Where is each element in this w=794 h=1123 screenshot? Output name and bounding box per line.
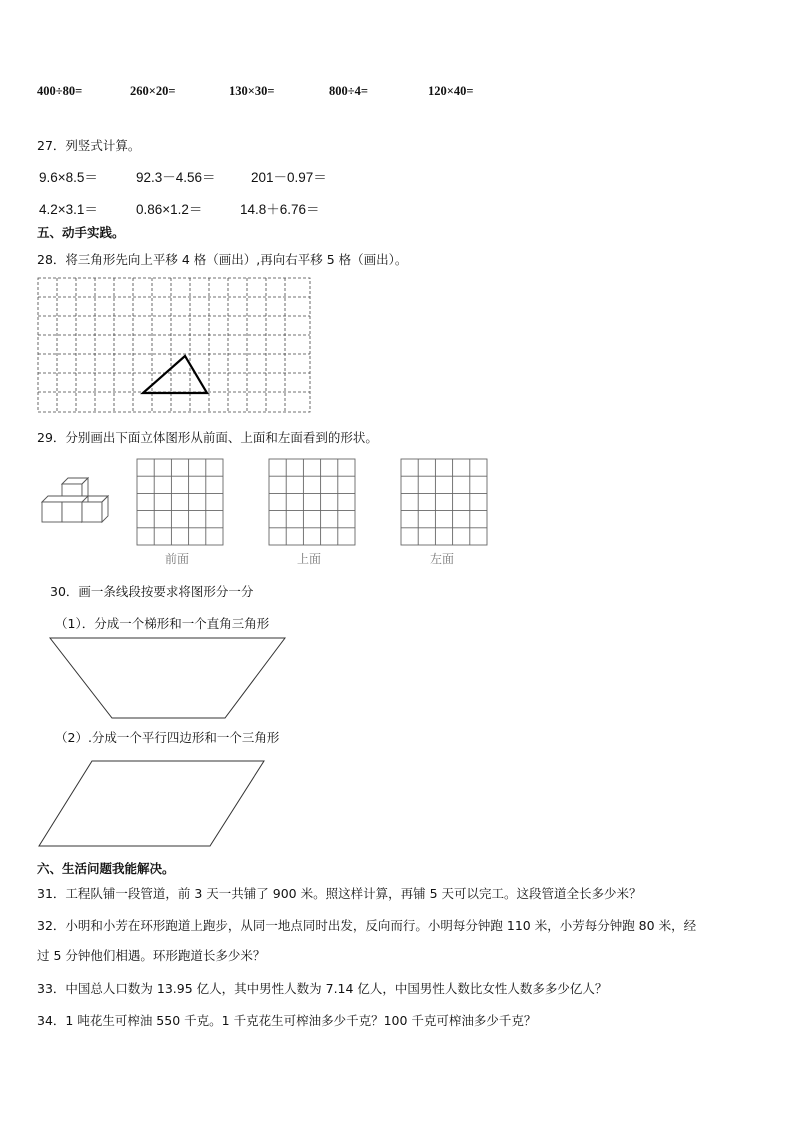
q30-part2: （2）.分成一个平行四边形和一个三角形	[55, 730, 280, 745]
q27-title: 27．列竖式计算。	[37, 138, 141, 153]
q28-triangle	[143, 356, 207, 393]
q29-label-left: 左面	[430, 552, 455, 566]
q30-parallelogram	[39, 761, 264, 846]
q34-text: 34．1 吨花生可榨油 550 千克。1 千克花生可榨油多少千克？100 千克可榨油多少千克？	[37, 1013, 537, 1028]
q33-text: 33．中国总人口数为 13.95 亿人，其中男性人数为 7.14 亿人，中国男性人数比女性人数多多少亿人？	[37, 981, 608, 996]
q27-expr-5: 0.86×1.2＝	[136, 202, 203, 217]
section6-heading: 六、生活问题我能解决。	[37, 861, 175, 876]
q29-label-top: 上面	[297, 552, 322, 566]
q29-label-front: 前面	[165, 552, 190, 566]
q30-part1: （1）．分成一个梯形和一个直角三角形	[55, 616, 270, 631]
q27-expr-3: 201－0.97＝	[251, 170, 327, 185]
q29-cube-figure	[42, 478, 108, 522]
q31-text: 31．工程队铺一段管道，前 3 天一共铺了 900 米。照这样计算，再铺 5 天可以完工。这段管道全长多少米？	[37, 886, 642, 901]
oral-calc-5: 120×40=	[428, 84, 474, 98]
q29-title: 29．分别画出下面立体图形从前面、上面和左面看到的形状。	[37, 430, 378, 445]
q32-line1: 32．小明和小芳在环形跑道上跑步，从同一地点同时出发，反向而行。小明每分钟跑 110 米，小芳每分钟跑 80 米，经	[37, 918, 697, 933]
q30-title: 30．画一条线段按要求将图形分一分	[50, 584, 254, 599]
q29-grid-top	[269, 459, 355, 545]
q29-grid-front	[137, 459, 223, 545]
oral-calc-1: 400÷80=	[37, 84, 83, 98]
oral-calc-2: 260×20=	[130, 84, 176, 98]
q27-expr-1: 9.6×8.5＝	[39, 170, 98, 185]
oral-calc-4: 800÷4=	[329, 84, 368, 98]
q32-line2: 过 5 分钟他们相遇。环形跑道长多少米？	[37, 948, 266, 963]
q27-expr-2: 92.3－4.56＝	[136, 170, 216, 185]
q30-trapezoid	[50, 638, 285, 718]
section5-heading: 五、动手实践。	[37, 225, 125, 240]
oral-calc-3: 130×30=	[229, 84, 275, 98]
q29-grid-left	[401, 459, 487, 545]
q27-expr-6: 14.8＋6.76＝	[240, 202, 320, 217]
q28-title: 28．将三角形先向上平移 4 格（画出）,再向右平移 5 格（画出）。	[37, 252, 408, 267]
q27-expr-4: 4.2×3.1＝	[39, 202, 98, 217]
